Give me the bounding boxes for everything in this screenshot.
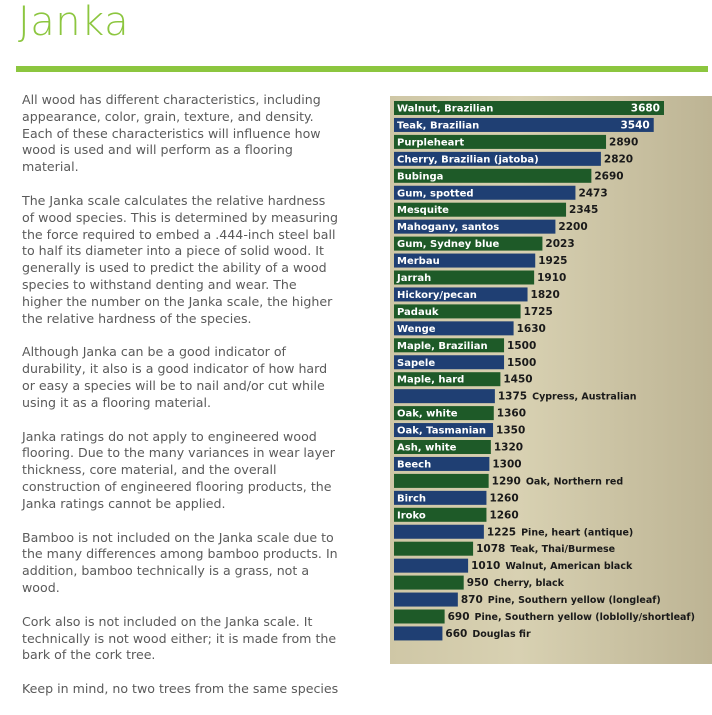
bar-value-label: 1300 (492, 458, 522, 471)
body-paragraph: The Janka scale calculates the relative hardness of wood species. This is determined by measuring the force required to embed a .444-inch steel ball to half its diameter into a piece of solid wood. It generally is used to predict the ability of a wood species to withstand denting and wear. The higher the number on the Janka scale, the higher the relative hardness of the species. (22, 192, 338, 326)
bar-value-label: 1820 (530, 288, 560, 301)
bar-group (394, 440, 523, 454)
bar-value-label: 950 (466, 577, 489, 590)
bar-category-label: Hickory/pecan (397, 289, 477, 301)
bar-value-label: 690 (447, 611, 470, 623)
bar (394, 593, 458, 607)
bar-value-label: 1260 (489, 509, 519, 522)
bar-group (394, 389, 637, 403)
page-title: Janka (18, 0, 130, 45)
bar-value-label: 1360 (496, 407, 527, 420)
bar-group (394, 237, 575, 251)
bar-group (394, 271, 566, 285)
bar-group (394, 135, 638, 149)
bar-value-label: 1450 (503, 373, 533, 386)
bar-category-label: Cherry, Brazilian (jatoba) (397, 154, 539, 166)
bar-category-label: Sapele (397, 357, 436, 369)
body-paragraph: Keep in mind, no two trees from the same species (22, 681, 339, 697)
bar-category-label: Pine, Southern yellow (loblolly/shortleaf) (474, 612, 695, 623)
bar (394, 474, 489, 488)
bar-category-label: Gum, Sydney blue (397, 239, 500, 251)
bar-category-label: Birch (397, 493, 427, 505)
bar-category-label: Cherry, black (493, 578, 564, 590)
bar-group (394, 474, 623, 488)
bar-group (394, 338, 536, 352)
bar-value-label: 2345 (569, 204, 599, 217)
bar-group (394, 287, 560, 301)
bar-group (394, 576, 565, 590)
bar-value-label: 1078 (476, 543, 506, 556)
title-divider (16, 66, 708, 72)
bar-value-label: 1375 (497, 390, 528, 403)
janka-chart-svg (390, 96, 712, 664)
bar-group (394, 593, 661, 607)
bar-group (394, 101, 664, 115)
bar-group (394, 304, 553, 318)
bar-group (394, 626, 531, 640)
body-paragraph: All wood has different characteristics, including appearance, color, grain, texture, and density. Each of these characteristics will influence how wood is used and will perform as a flooring material. (22, 92, 321, 175)
bar-category-label: Padauk (397, 306, 439, 318)
bar-group (394, 525, 633, 539)
bar-group (394, 423, 525, 437)
bar-category-label: Wenge (397, 323, 436, 335)
bar-group (394, 118, 654, 132)
bar-group (394, 220, 588, 234)
bar-category-label: Bubinga (397, 171, 444, 183)
bar-value-label: 1290 (491, 475, 521, 488)
bar-category-label: Walnut, American black (505, 561, 633, 573)
bar-category-label: Oak, Tasmanian (397, 425, 486, 437)
body-paragraph: Although Janka can be a good indicator of durability, it also is a good indicator of how hard or easy a species will be to nail and/or cut while using it as a flooring material. (22, 344, 328, 410)
bar-value-label: 2820 (603, 153, 634, 166)
bar-group (394, 321, 546, 335)
bar-value-label: 1500 (507, 356, 537, 369)
janka-chart (390, 96, 712, 664)
bar (394, 542, 473, 556)
bar-category-label: Jarrah (397, 273, 432, 284)
bar-category-label: Iroko (397, 510, 426, 522)
bar-group (394, 491, 519, 505)
body-paragraph: Janka ratings do not apply to engineered wood flooring. Due to the many variances in wear layer thickness, core material, and the overall construction of engineered flooring products, the Janka ratings cannot be applied. (22, 428, 335, 511)
bar-group (394, 254, 567, 268)
bar (394, 525, 484, 539)
body-paragraph: Cork also is not included on the Janka scale. It technically is not wood either; it is made from the bark of the cork tree. (22, 613, 337, 663)
bar-group (394, 508, 519, 522)
bar-value-label: 1630 (516, 322, 546, 335)
bar-value-label: 1725 (523, 305, 553, 318)
bar-category-label: Teak, Brazilian (397, 120, 480, 132)
bar-category-label: Beech (397, 459, 432, 471)
bar-value-label: 1925 (538, 255, 568, 268)
bar-value-label: 1350 (496, 424, 526, 437)
bar-value-label: 2890 (609, 136, 639, 149)
bar-value-label: 1010 (471, 560, 501, 573)
bar-value-label: 3540 (620, 119, 650, 132)
bar-category-label: Oak, Northern red (525, 476, 624, 488)
bar-category-label: Mahogany, santos (397, 222, 500, 234)
body-text-column (22, 92, 340, 715)
bar-group (394, 406, 526, 420)
bar-category-label: Teak, Thai/Burmese (510, 544, 616, 556)
bar-value-label: 2690 (594, 170, 624, 183)
bar-category-label: Douglas fir (472, 628, 531, 640)
body-paragraph: Bamboo is not included on the Janka scale due to the many differences among bamboo products. In addition, bamboo technically is a grass, not a wood. (22, 529, 338, 595)
bar-value-label: 1910 (537, 272, 567, 284)
bar-category-label: Merbau (397, 256, 440, 268)
bar-value-label: 870 (460, 594, 483, 607)
bar (394, 559, 468, 573)
bar-value-label: 1500 (507, 339, 537, 352)
bar-category-label: Mesquite (397, 205, 449, 217)
bar (394, 610, 445, 624)
bar-group (394, 203, 598, 217)
bar-category-label: Purpleheart (397, 137, 465, 149)
bar-group (394, 542, 615, 556)
bar-value-label: 2023 (545, 238, 575, 251)
bar-category-label: Oak, white (397, 408, 458, 420)
bar-value-label: 2200 (558, 221, 588, 234)
bar-value-label: 1260 (489, 492, 519, 505)
bar-category-label: Maple, hard (397, 374, 465, 386)
bar-value-label: 3680 (630, 102, 661, 115)
bar-value-label: 660 (445, 627, 468, 640)
bar-value-label: 1320 (493, 441, 524, 454)
bar (394, 389, 495, 403)
bar (394, 576, 464, 590)
bar-group (394, 559, 633, 573)
bar-category-label: Pine, heart (antique) (521, 527, 634, 539)
bar-group (394, 152, 633, 166)
bar-group (394, 372, 533, 386)
bar-category-label: Pine, Southern yellow (longleaf) (487, 595, 661, 607)
bar-category-label: Gum, spotted (397, 188, 474, 200)
bar-group (394, 610, 695, 624)
bar-value-label: 1225 (486, 526, 517, 539)
bar-group (394, 186, 608, 200)
bar-group (394, 169, 624, 183)
bar-value-label: 2473 (578, 187, 608, 200)
bar (394, 626, 442, 640)
bar-category-label: Maple, Brazilian (397, 340, 488, 352)
bar-category-label: Walnut, Brazilian (397, 103, 494, 115)
bar-category-label: Ash, white (397, 442, 457, 454)
bar-category-label: Cypress, Australian (532, 391, 637, 403)
bar-group (394, 457, 522, 471)
bar-group (394, 355, 536, 369)
